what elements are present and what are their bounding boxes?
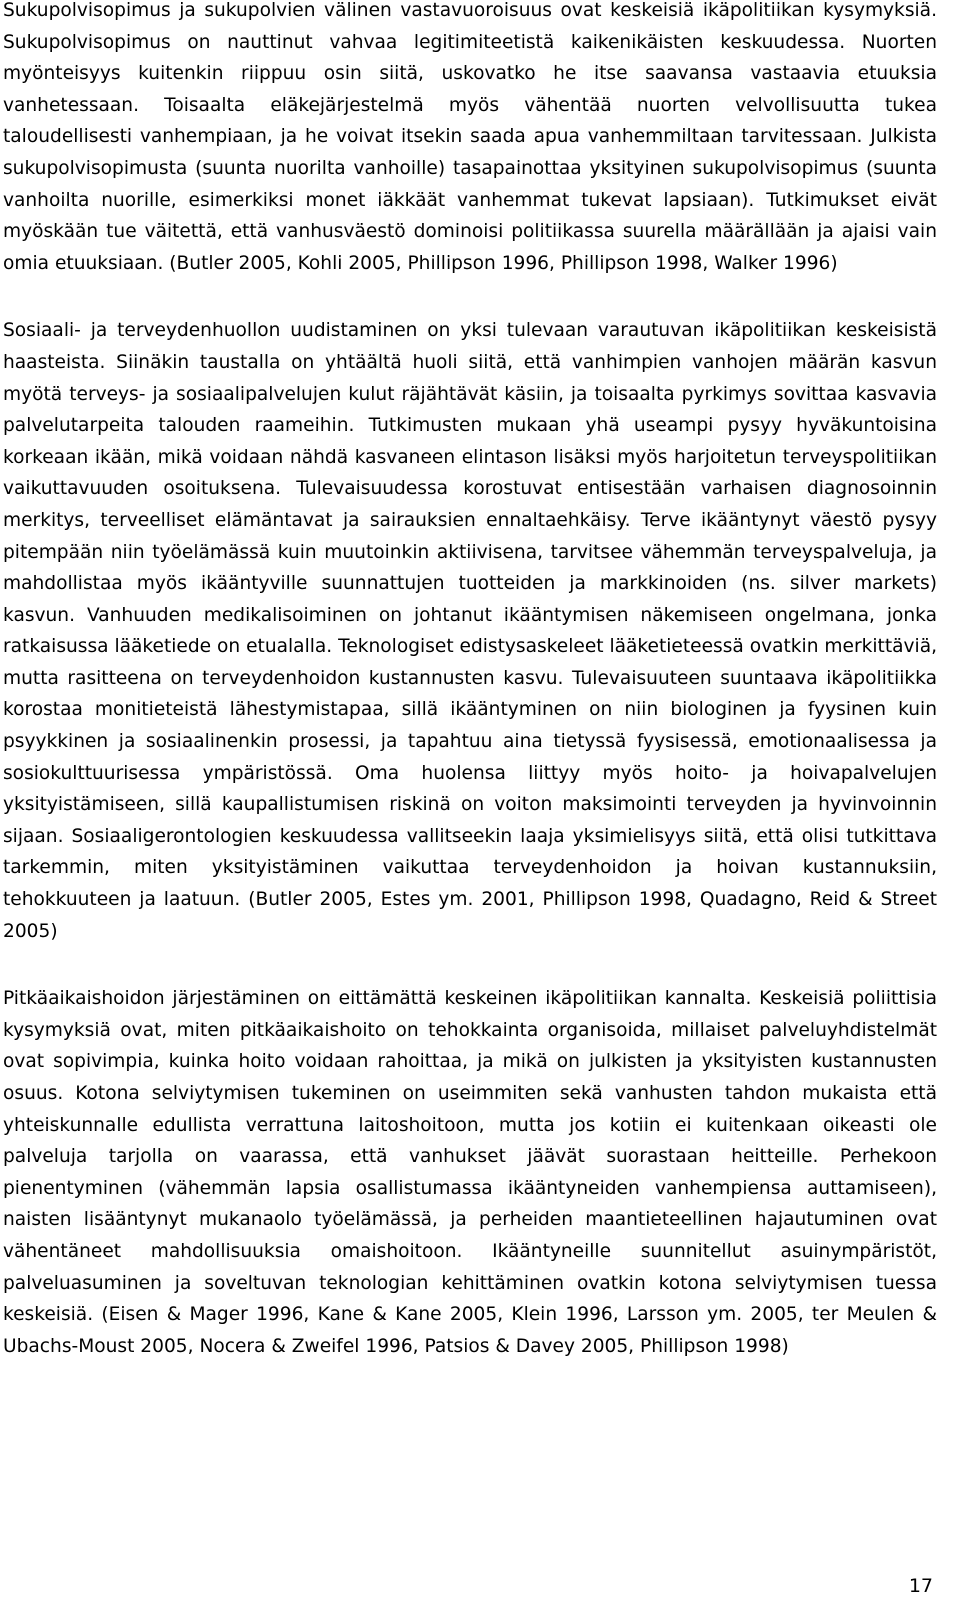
paragraph-long-term-care: Pitkäaikaishoidon järjestäminen on eittämättä keskeinen ikäpolitiikan kannalta. Keskeisiä poliittisia kysymyksiä ovat, miten pitkäaikaishoito on tehokkainta organisoida, millaiset palveluyhdistelmät ovat sopivimpia, kuinka hoito voidaan rahoittaa, ja mikä on julkisten ja yksityisten kustannusten osuus. Kotona selviytymisen tukeminen on useimmiten sekä vanhusten tahdon mukaista että yhteiskunnalle edullista verrattuna laitoshoitoon, mutta jos kotiin ei kuitenkaan oikeasti ole palveluja tarjolla on vaarassa, että vanhukset jäävät suorastaan heitteille. Perhekoon pienentyminen (vähemmän lapsia osallistumassa ikääntyneiden vanhempiensa auttamiseen), naisten lisääntynyt mukanaolo työelämässä, ja perheiden maantieteellinen hajautuminen ovat vähentäneet mahdollisuuksia omaishoitoon. Ikääntyneille suunnitellut asuinympäristöt, palveluasuminen ja soveltuvan teknologian kehittäminen ovatkin kotona selviytymisen tuessa keskeisiä. (Eisen & Mager 1996, Kane & Kane 2005, Klein 1996, Larsson ym. 2005, ter Meulen & Ubachs-Moust 2005, Nocera & Zweifel 1996, Patsios & Davey 2005, Phillipson 1998) [3, 988, 937, 1357]
paragraph-health-care-reform: Sosiaali- ja terveydenhuollon uudistaminen on yksi tulevaan varautuvan ikäpolitiikan keskeisistä haasteista. Siinäkin taustalla on yhtäältä huoli siitä, että vanhimpien vanhojen määrän kasvun myötä terveys- ja sosiaalipalvelujen kulut räjähtävät käsiin, ja toisaalta pyrkimys sovittaa kasvavia palvelutarpeita talouden raameihin. Tutkimusten mukaan yhä useampi pysyy hyväkuntoisina korkeaan ikään, mikä voidaan nähdä kasvaneen elintason lisäksi myös harjoitetun terveyspolitiikan vaikuttavuuden osoituksena. Tulevaisuudessa korostuvat entisestään varhaisen diagnosoinnin merkitys, terveelliset elämäntavat ja sairauksien ennaltaehkäisy. Terve ikääntynyt väestö pysyy pitempään niin työelämässä kuin muutoinkin aktiivisena, tarvitsee vähemmän terveyspalveluja, ja mahdollistaa myös ikääntyville suunnattujen tuotteiden ja markkinoiden (ns. silver markets) kasvun. Vanhuuden medikalisoiminen on johtanut ikääntymisen näkemiseen ongelmana, jonka ratkaisussa lääketiede on etualalla. Teknologiset edistysaskeleet lääketieteessä ovatkin merkittäviä, mutta rasitteena on terveydenhoidon kustannusten kasvu. Tulevaisuuteen suuntaava ikäpolitiikka korostaa monitieteistä lähestymistapaa, sillä ikääntyminen on niin biologinen ja fyysinen kuin psyykkinen ja sosiaalinenkin prosessi, ja tapahtuu aina tietyssä fyysisessä, emotionaalisessa ja sosiokulttuurisessa ympäristössä. Oma huolensa liittyy myös hoito- ja hoivapalvelujen yksityistämiseen, sillä kaupallistumisen riskinä on voiton maksimointi terveyden ja hyvinvoinnin sijaan. Sosiaaligerontologien keskuudessa vallitseekin laaja yksimielisyys siitä, että olisi tutkittava tarkemmin, miten yksityistäminen vaikuttaa terveydenhoidon ja hoivan kustannuksiin, tehokkuuteen ja laatuun. (Butler 2005, Estes ym. 2001, Phillipson 1998, Quadagno, Reid & Street 2005) [3, 320, 937, 942]
paragraph-intergenerational-contract: Sukupolvisopimus ja sukupolvien välinen vastavuoroisuus ovat keskeisiä ikäpolitiikan kysymyksiä. Sukupolvisopimus on nauttinut vahvaa legitimiteetistä kaikenikäisten keskuudessa. Nuorten myönteisyys kuitenkin riippuu osin siitä, uskovatko he itse saavansa vastaavia etuuksia vanhetessaan. Toisaalta eläkejärjestelmä myös vähentää nuorten velvollisuutta tukea taloudellisesti vanhempiaan, ja he voivat itsekin saada apua vanhemmiltaan tarvitessaan. Julkista sukupolvisopimusta (suunta nuorilta vanhoille) tasapainottaa yksityinen sukupolvisopimus (suunta vanhoilta nuorille, esimerkiksi monet iäkkäät vanhemmat tukevat lapsiaan). Tutkimukset eivät myöskään tue väitettä, että vanhusväestö dominoisi politiikassa suurella määrällään ja ajaisi vain omia etuuksiaan. (Butler 2005, Kohli 2005, Phillipson 1996, Phillipson 1998, Walker 1996) [3, 0, 937, 274]
page-number: 17 [908, 1575, 933, 1597]
